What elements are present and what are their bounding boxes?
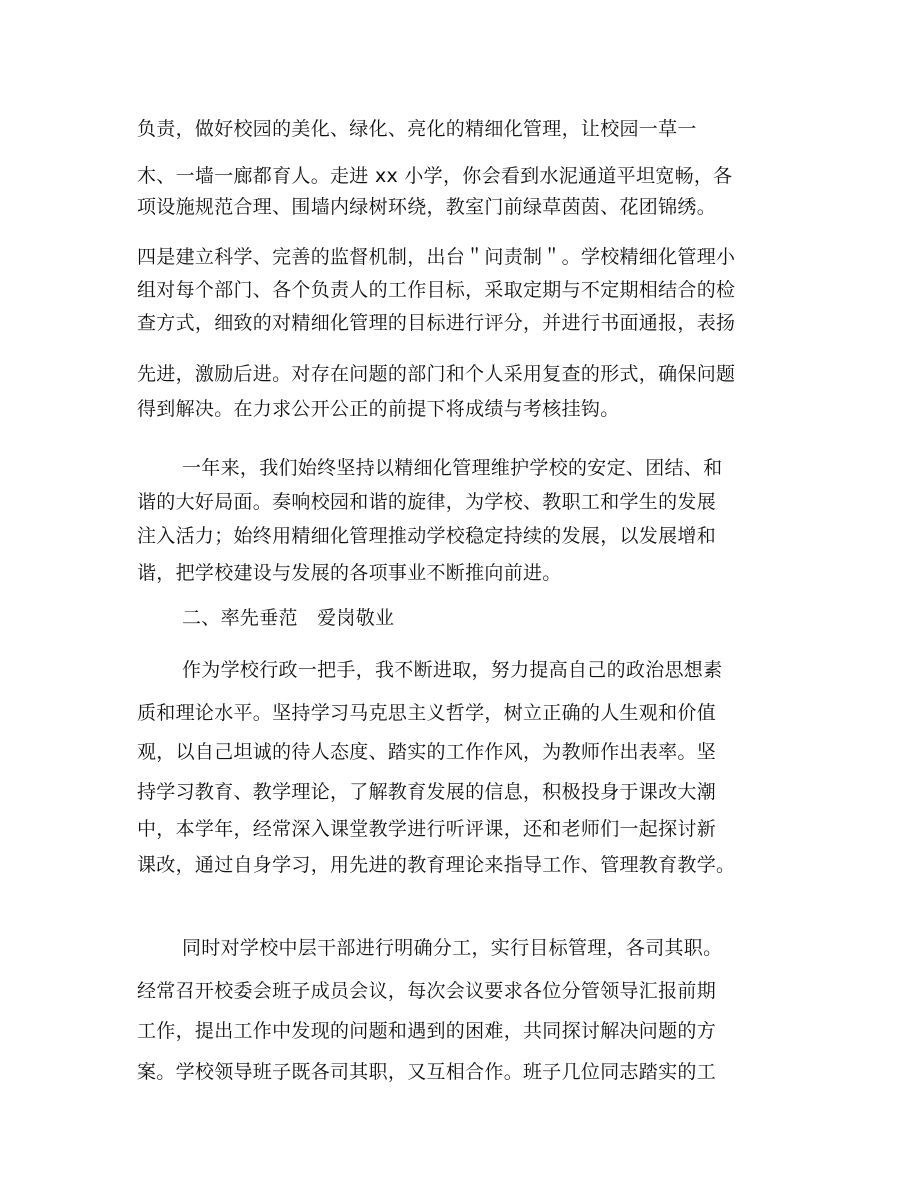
text-line: 四是建立科学、完善的监督机制，出台＂问责制＂。学校精细化管理小: [137, 246, 736, 268]
text-line: 质和理论水平。坚持学习马克思主义哲学，树立正确的人生观和价值: [137, 702, 717, 724]
text-line: 持学习教育、教学理论，了解教育发展的信息，积极投身于课改大潮: [137, 781, 717, 803]
text-line: 工作，提出工作中发现的问题和遇到的困难，共同探讨解决问题的方: [137, 1020, 717, 1042]
text-line: 注入活力；始终用精细化管理推动学校稳定持续的发展，以发展增和: [137, 525, 717, 547]
text-line: 课改，通过自身学习，用先进的教育理论来指导工作、管理教育教学。: [137, 854, 736, 876]
text-line: 木、一墙一廊都育人。走进 xx 小学，你会看到水泥通道平坦宽畅，各: [137, 165, 733, 187]
text-line: 案。学校领导班子既各司其职，又互相合作。班子几位同志踏实的工: [137, 1061, 717, 1083]
text-line: 同时对学校中层干部进行明确分工，实行目标管理，各司其职。: [182, 937, 723, 959]
text-line: 谐的大好局面。奏响校园和谐的旋律，为学校、教职工和学生的发展: [137, 491, 717, 513]
text-line: 谐，把学校建设与发展的各项事业不断推向前进。: [137, 562, 562, 584]
text-line: 中，本学年，经常深入课堂教学进行听评课，还和老师们一起探讨新: [137, 818, 717, 840]
text-line: 查方式，细致的对精细化管理的目标进行评分，并进行书面通报，表扬: [137, 312, 736, 334]
text-line: 组对每个部门、各个负责人的工作目标，采取定期与不定期相结合的检: [137, 279, 736, 301]
text-line: 作为学校行政一把手，我不断进取，努力提高自己的政治思想素: [182, 659, 723, 681]
section-heading: 二、率先垂范 爱岗敬业: [182, 607, 395, 629]
text-line: 观，以自己坦诚的待人态度、踏实的工作作风，为教师作出表率。坚: [137, 741, 717, 763]
text-line: 负责，做好校园的美化、绿化、亮化的精细化管理，让校园一草一: [137, 118, 697, 140]
text-line: 项设施规范合理、围墙内绿树环绕，教室门前绿草茵茵、花团锦绣。: [137, 196, 717, 218]
text-line: 先进，激励后进。对存在问题的部门和个人采用复查的形式，确保问题: [137, 363, 736, 385]
text-line: 得到解决。在力求公开公正的前提下将成绩与考核挂钩。: [137, 398, 620, 420]
text-line: 一年来，我们始终坚持以精细化管理维护学校的安定、团结、和: [182, 457, 723, 479]
text-line: 经常召开校委会班子成员会议，每次会议要求各位分管领导汇报前期: [137, 980, 717, 1002]
